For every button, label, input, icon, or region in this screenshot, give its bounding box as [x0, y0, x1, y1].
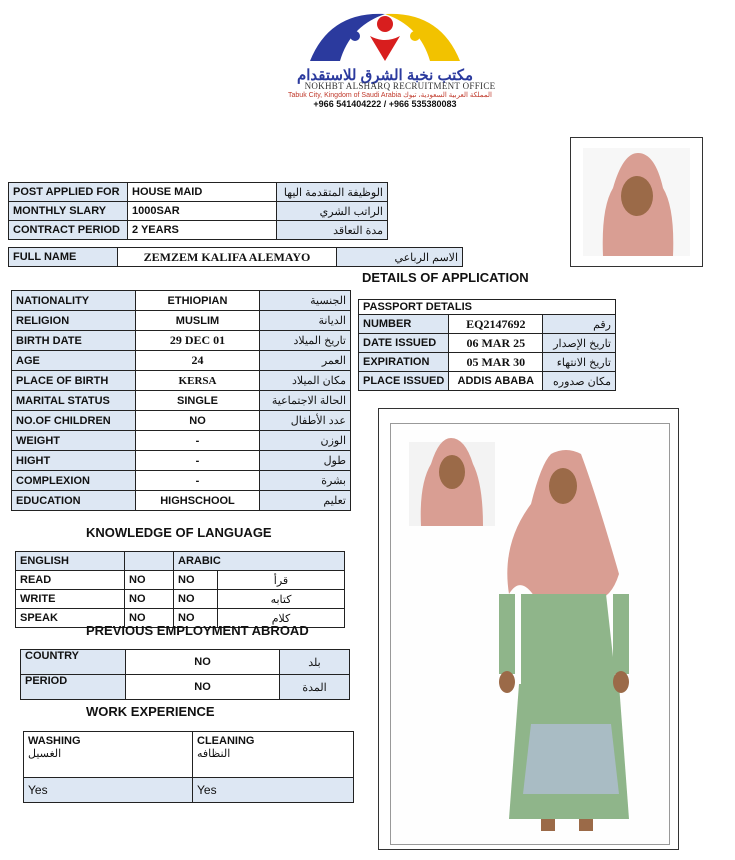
table-row — [359, 372, 616, 391]
education-label: EDUCATION — [12, 491, 136, 511]
marital-status-label-ar: الحالة الاجتماعية — [260, 391, 351, 411]
washing-value: Yes — [24, 778, 193, 803]
cleaning-header — [193, 732, 354, 778]
cleaning-label: CLEANING — [197, 735, 255, 747]
company-address: Tabuk City, Kingdom of Saudi Arabia المملكة العربية السعودية، تبوك — [288, 92, 492, 99]
write-english-value: NO — [125, 590, 174, 609]
complexion-value: - — [136, 471, 260, 491]
marital-status-value: SINGLE — [136, 391, 260, 411]
place-issued-value: ADDIS ABABA — [449, 372, 543, 391]
table-row — [359, 315, 616, 334]
place-of-birth-label-ar: مكان الميلاد — [260, 371, 351, 391]
language-table — [15, 551, 345, 628]
language-title: KNOWLEDGE OF LANGUAGE — [86, 525, 272, 540]
expiration-label: EXPIRATION — [359, 353, 449, 372]
full-name-label: FULL NAME — [9, 248, 118, 267]
date-issued-label-ar: تاريخ الإصدار — [543, 334, 616, 353]
details-title: DETAILS OF APPLICATION — [362, 270, 529, 285]
read-label: READ — [16, 571, 125, 590]
washing-label-ar: الغسيل — [28, 748, 62, 760]
logo-emblem-icon — [300, 6, 470, 68]
age-label: AGE — [12, 351, 136, 371]
speak-english-value: NO — [125, 609, 174, 628]
table-row — [16, 571, 345, 590]
table-row — [24, 778, 354, 803]
age-label-ar: العمر — [260, 351, 351, 371]
table-row — [9, 248, 463, 267]
place-of-birth-value: KERSA — [136, 371, 260, 391]
marital-status-label: MARITAL STATUS — [12, 391, 136, 411]
nationality-label: NATIONALITY — [12, 291, 136, 311]
salary-label-ar: الراتب الشري — [277, 202, 388, 221]
children-label: NO.OF CHILDREN — [12, 411, 136, 431]
post-label-ar: الوظيفة المتقدمة اليها — [277, 183, 388, 202]
experience-table — [23, 731, 354, 803]
table-row — [12, 451, 351, 471]
speak-label: SPEAK — [16, 609, 125, 628]
table-row — [12, 311, 351, 331]
washing-header — [24, 732, 193, 778]
passport-number-label: NUMBER — [359, 315, 449, 334]
passport-number-label-ar: رقم — [543, 315, 616, 334]
height-label-ar: طول — [260, 451, 351, 471]
passport-table — [358, 299, 616, 391]
table-row — [9, 183, 388, 202]
speak-label-ar: كلام — [218, 609, 345, 628]
children-label-ar: عدد الأطفال — [260, 411, 351, 431]
table-row — [12, 491, 351, 511]
full-name-table — [8, 247, 463, 267]
read-english-value: NO — [125, 571, 174, 590]
applicant-full-body-icon — [391, 424, 669, 844]
employment-table — [20, 649, 350, 700]
table-row — [9, 221, 388, 240]
table-row — [12, 471, 351, 491]
birth-date-label-ar: تاريخ الميلاد — [260, 331, 351, 351]
washing-label: WASHING — [28, 735, 81, 747]
company-logo — [300, 6, 470, 68]
passport-title: PASSPORT DETALIS — [359, 300, 616, 315]
birth-date-value: 29 DEC 01 — [136, 331, 260, 351]
nationality-label-ar: الجنسية — [260, 291, 351, 311]
contract-value: 2 YEARS — [128, 221, 277, 240]
table-row — [16, 590, 345, 609]
table-row — [16, 552, 345, 571]
read-arabic-value: NO — [174, 571, 218, 590]
table-row — [359, 334, 616, 353]
country-value: NO — [126, 650, 280, 675]
write-arabic-value: NO — [174, 590, 218, 609]
table-row — [12, 351, 351, 371]
country-label: COUNTRY — [21, 650, 126, 675]
table-row — [12, 391, 351, 411]
full-name-label-ar: الاسم الرباعي — [337, 248, 463, 267]
weight-value: - — [136, 431, 260, 451]
cleaning-label-ar: النظافه — [197, 748, 231, 760]
passport-number-value: EQ2147692 — [449, 315, 543, 334]
complexion-label: COMPLEXION — [12, 471, 136, 491]
nationality-value: ETHIOPIAN — [136, 291, 260, 311]
period-label: PERIOD — [21, 675, 126, 700]
company-name-ar: مكتب نخبة الشرق للاستقدام — [296, 67, 474, 84]
write-label-ar: كتابه — [218, 590, 345, 609]
table-row — [21, 650, 350, 675]
cleaning-value: Yes — [193, 778, 354, 803]
religion-label: RELIGION — [12, 311, 136, 331]
expiration-label-ar: تاريخ الانتهاء — [543, 353, 616, 372]
english-header: ENGLISH — [16, 552, 125, 571]
table-row — [12, 331, 351, 351]
date-issued-value: 06 MAR 25 — [449, 334, 543, 353]
salary-label: MONTHLY SLARY — [9, 202, 128, 221]
write-label: WRITE — [16, 590, 125, 609]
education-label-ar: تعليم — [260, 491, 351, 511]
table-row — [12, 411, 351, 431]
height-label: HIGHT — [12, 451, 136, 471]
contract-label: CONTRACT PERIOD — [9, 221, 128, 240]
table-row — [12, 291, 351, 311]
company-phones: +966 541404222 / +966 535380083 — [313, 99, 457, 109]
birth-date-label: BIRTH DATE — [12, 331, 136, 351]
religion-label-ar: الديانة — [260, 311, 351, 331]
table-row — [21, 675, 350, 700]
weight-label: WEIGHT — [12, 431, 136, 451]
applicant-portrait-icon — [583, 148, 690, 256]
weight-label-ar: الوزن — [260, 431, 351, 451]
place-of-birth-label: PLACE OF BIRTH — [12, 371, 136, 391]
full-name-value: ZEMZEM KALIFA ALEMAYO — [118, 248, 337, 267]
age-value: 24 — [136, 351, 260, 371]
arabic-header: ARABIC — [174, 552, 345, 571]
children-value: NO — [136, 411, 260, 431]
salary-value: 1000SAR — [128, 202, 277, 221]
complexion-label-ar: بشرة — [260, 471, 351, 491]
experience-title: WORK EXPERIENCE — [86, 704, 215, 719]
date-issued-label: DATE ISSUED — [359, 334, 449, 353]
employment-title: PREVIOUS EMPLOYMENT ABROAD — [86, 623, 309, 638]
table-row — [9, 202, 388, 221]
contract-label-ar: مدة التعاقد — [277, 221, 388, 240]
full-body-photo — [378, 408, 679, 850]
height-value: - — [136, 451, 260, 471]
post-table — [8, 182, 388, 240]
table-row — [359, 300, 616, 315]
post-label: POST APPLIED FOR — [9, 183, 128, 202]
company-name-en: NOKHBT ALSHARQ RECRUITMENT OFFICE — [304, 81, 496, 91]
read-label-ar: قرأ — [218, 571, 345, 590]
expiration-value: 05 MAR 30 — [449, 353, 543, 372]
education-value: HIGHSCHOOL — [136, 491, 260, 511]
place-issued-label-ar: مكان صدوره — [543, 372, 616, 391]
period-value: NO — [126, 675, 280, 700]
country-label-ar: بلد — [280, 650, 350, 675]
place-issued-label: PLACE ISSUED — [359, 372, 449, 391]
passport-photo — [570, 137, 703, 267]
speak-arabic-value: NO — [174, 609, 218, 628]
details-table — [11, 290, 351, 511]
table-row — [24, 732, 354, 778]
period-label-ar: المدة — [280, 675, 350, 700]
table-row — [359, 353, 616, 372]
table-row — [12, 431, 351, 451]
religion-value: MUSLIM — [136, 311, 260, 331]
post-value: HOUSE MAID — [128, 183, 277, 202]
table-row — [12, 371, 351, 391]
